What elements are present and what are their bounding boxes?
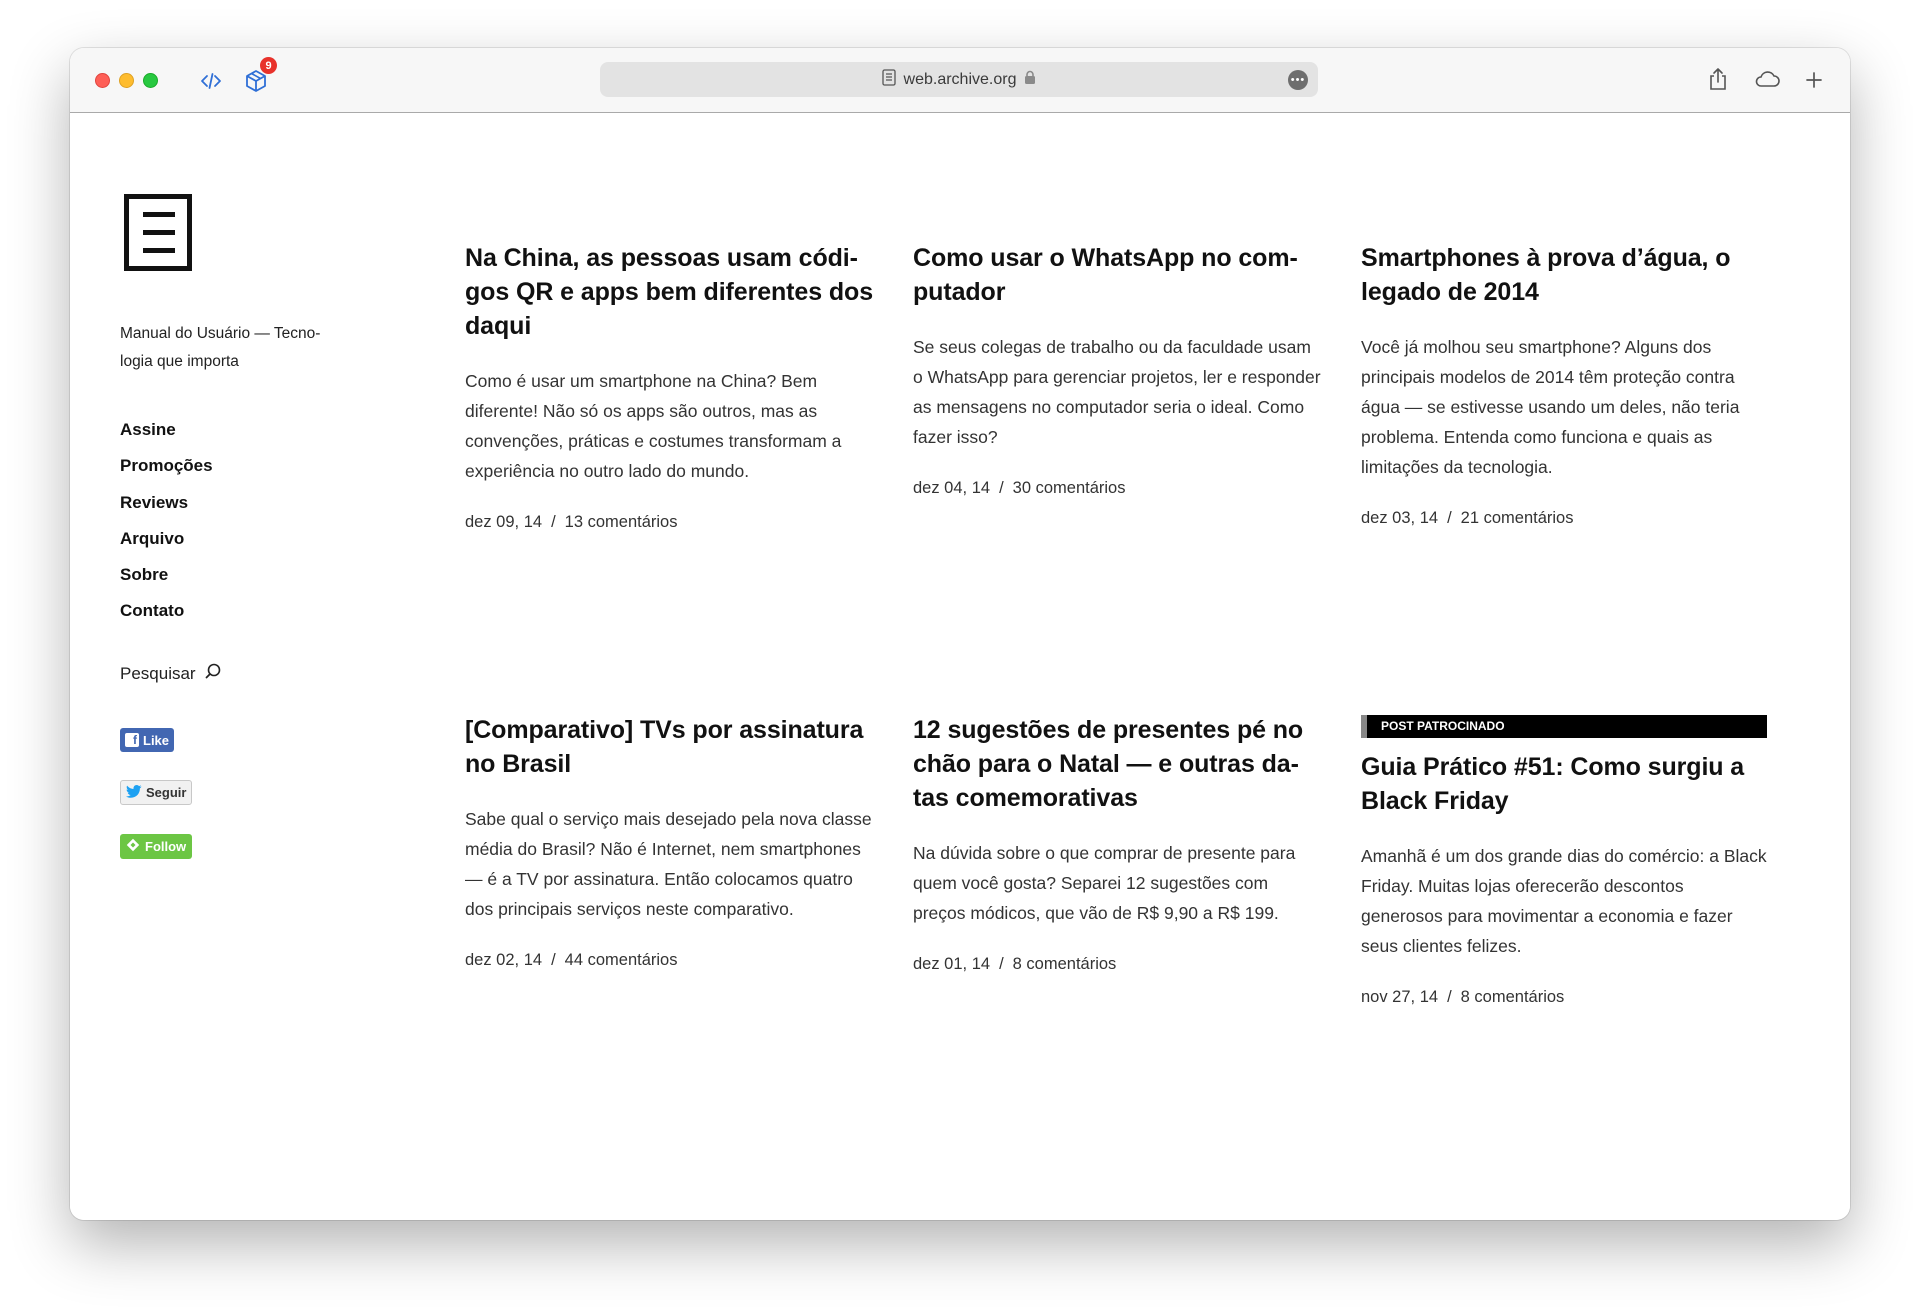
post-date[interactable]: dez 01, 14 <box>913 955 991 973</box>
post-title[interactable]: Na China, as pessoas usam códi-gos QR e apps bem diferentes dos daqui <box>465 244 874 340</box>
post-card <box>913 713 1323 974</box>
site-logo[interactable] <box>124 194 192 271</box>
facebook-icon: f <box>125 733 139 747</box>
sponsored-post-card <box>1361 715 1767 1007</box>
share-icon[interactable] <box>1706 65 1730 93</box>
post-excerpt: Você já molhou seu smartphone? Alguns dos principais modelos de 2014 têm proteção contra água — se estivesse usando um deles, não teria problema. Entenda como funciona e quais as limitações da tecnologia. <box>1361 337 1740 477</box>
post-card <box>1361 241 1771 528</box>
post-comments[interactable]: 21 comentários <box>1460 509 1574 527</box>
post-meta: dez 02, 14 / 44 comentários <box>465 951 678 969</box>
sponsored-label: POST PATROCINADO <box>1361 715 1767 738</box>
post-title[interactable]: Smartphones à prova d’água, o legado de 2014 <box>1361 244 1731 306</box>
page-content <box>70 114 1850 1220</box>
facebook-like-label: Like <box>143 732 170 748</box>
post-excerpt: Como é usar um smartphone na China? Bem diferente! Não só os apps são outros, mas as convenções, práticas e costumes transformam a experiência no outro lado do mundo. <box>465 371 842 481</box>
address-bar[interactable] <box>600 62 1318 97</box>
post-title[interactable]: [Comparativo] TVs por assinatura no Brasil <box>465 716 864 778</box>
post-comments[interactable]: 30 comentários <box>1012 479 1126 497</box>
code-icon[interactable] <box>198 68 224 94</box>
site-tagline: Manual do Usuário — Tecno-logia que importa <box>120 325 321 370</box>
nav-item-promocoes[interactable]: Promoções <box>120 456 213 476</box>
url-text: web.archive.org <box>903 70 1017 88</box>
nav-item-reviews[interactable]: Reviews <box>120 492 189 512</box>
post-comments[interactable]: 8 comentários <box>1012 955 1117 973</box>
browser-toolbar <box>70 48 1850 113</box>
close-window-button[interactable] <box>95 73 110 88</box>
post-excerpt: Amanhã é um dos grande dias do comércio: a Black Friday. Muitas lojas oferecerão descontos generosos para movimentar a economia e fazer seus clientes felizes. <box>1361 846 1767 956</box>
post-date[interactable]: dez 09, 14 <box>465 513 543 531</box>
post-card <box>465 241 875 532</box>
twitter-follow-label: Seguir <box>146 785 187 800</box>
post-date[interactable]: dez 02, 14 <box>465 951 543 969</box>
post-date[interactable]: dez 03, 14 <box>1361 509 1439 527</box>
post-excerpt: Se seus colegas de trabalho ou da faculdade usam o WhatsApp para gerenciar projetos, ler e responder as mensagens no computador seria o ideal. Como fazer isso? <box>913 337 1321 447</box>
post-comments[interactable]: 44 comentários <box>564 951 678 969</box>
minimize-window-button[interactable] <box>119 73 134 88</box>
nav-item-arquivo[interactable]: Arquivo <box>120 528 185 548</box>
search-toggle[interactable] <box>120 662 222 685</box>
page-icon <box>882 69 896 91</box>
lock-icon <box>1024 70 1036 90</box>
post-comments[interactable]: 8 comentários <box>1460 988 1565 1006</box>
post-meta: dez 09, 14 / 13 comentários <box>465 513 678 531</box>
post-meta: dez 03, 14 / 21 comentários <box>1361 509 1574 527</box>
new-tab-icon[interactable] <box>1802 68 1826 92</box>
search-icon <box>204 662 222 685</box>
twitter-follow-button[interactable] <box>120 780 192 805</box>
post-excerpt: Na dúvida sobre o que comprar de presente para quem você gosta? Separei 12 sugestões com preços módicos, que vão de R$ 9,90 a R$ 199. <box>913 843 1296 923</box>
post-meta: dez 01, 14 / 8 comentários <box>913 955 1117 973</box>
extension-badge: 9 <box>260 57 277 74</box>
cloud-icon[interactable] <box>1752 68 1782 90</box>
post-title[interactable]: 12 sugestões de presentes pé no chão para o Natal — e outras da-tas comemorativas <box>913 716 1304 812</box>
post-meta: dez 04, 14 / 30 comentários <box>913 479 1126 497</box>
post-card <box>913 241 1323 498</box>
zoom-window-button[interactable] <box>143 73 158 88</box>
nav-item-contato[interactable]: Contato <box>120 601 185 621</box>
post-meta: nov 27, 14 / 8 comentários <box>1361 988 1565 1006</box>
post-card <box>465 713 875 970</box>
nav-item-assine[interactable]: Assine <box>120 420 176 439</box>
facebook-like-button[interactable] <box>120 728 174 752</box>
nav-item-sobre[interactable]: Sobre <box>120 565 169 585</box>
twitter-bird-icon <box>126 785 142 801</box>
post-title[interactable]: Como usar o WhatsApp no com-putador <box>913 244 1298 306</box>
post-date[interactable]: nov 27, 14 <box>1361 988 1439 1006</box>
post-date[interactable]: dez 04, 14 <box>913 479 991 497</box>
search-label: Pesquisar <box>120 663 196 683</box>
main-nav <box>120 412 213 630</box>
feedly-follow-button[interactable] <box>120 834 192 859</box>
browser-window <box>70 48 1850 1220</box>
post-excerpt: Sabe qual o serviço mais desejado pela nova classe média do Brasil? Não é Internet, nem smartphones — é a TV por assinatura. Então colocamos quatro dos principais serviços neste comparativo. <box>465 809 872 919</box>
feedly-icon <box>126 838 140 855</box>
feedly-follow-label: Follow <box>145 839 187 854</box>
post-comments[interactable]: 13 comentários <box>564 513 678 531</box>
more-options-icon[interactable]: ••• <box>1288 70 1308 90</box>
post-title[interactable]: Guia Prático #51: Como surgiu a Black Friday <box>1361 753 1745 815</box>
